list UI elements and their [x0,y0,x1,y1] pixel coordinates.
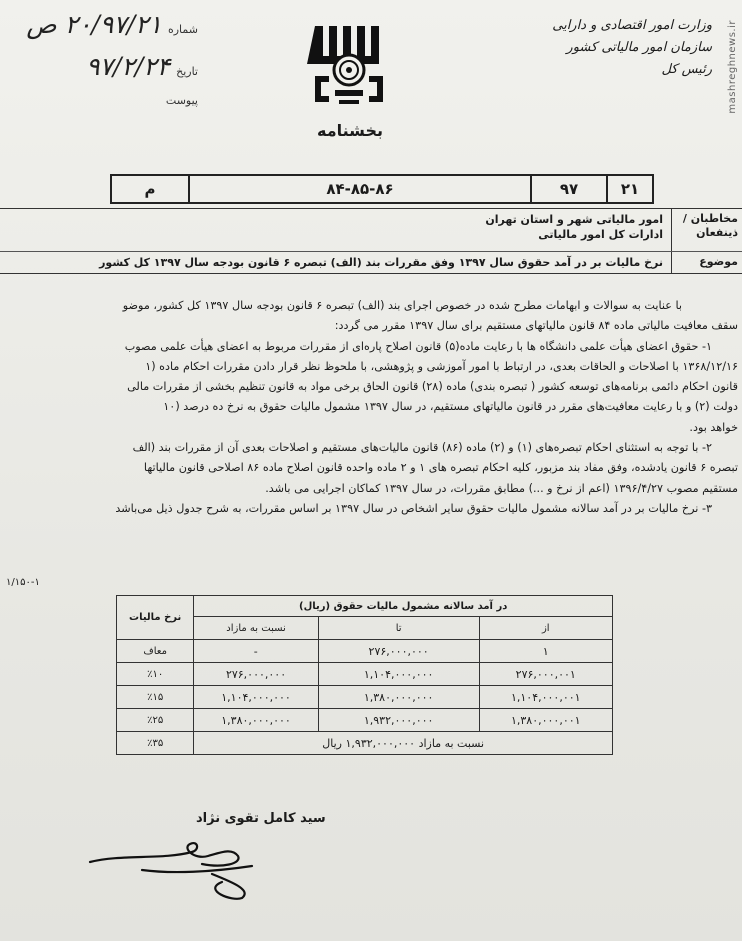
cell-last-bracket: نسبت به مازاد ۱,۹۳۲,۰۰۰,۰۰۰ ریال [194,732,613,755]
watermark: mashreghnews.ir [727,20,738,114]
body-line: تبصره ۶ قانون یادشده، وفق مفاد بند مزبور، کلیه احکام تبصره های ۱ و ۲ ماده واحده قانون اصلاح ماده ۸۶ اصلاحی قانون مالیاتها [143,461,738,475]
cell-excess: ۲۷۶,۰۰۰,۰۰۰ [194,663,318,686]
letter-body [0,296,742,519]
ministry-line: رئیس کل [661,62,712,77]
table-row [117,663,613,686]
body-line: ۳- نرخ مالیات بر در آمد سالانه مشمول مالیات حقوق سایر اشخاص در سال ۱۳۹۷ بر اساس مقررات، به شرح جدول ذیل می‌باشد [115,501,712,515]
cell-excess: ۱,۳۸۰,۰۰۰,۰۰۰ [194,709,318,732]
number-bar-cell: ۲۱ [606,176,652,202]
recipients-value [0,209,671,251]
body-line: خواهد بود. [689,420,738,434]
table-row [117,686,613,709]
cell-from: ۱ [479,640,612,663]
cell-from: ۲۷۶,۰۰۰,۰۰۱ [479,663,612,686]
body-line: سقف معافیت مالیاتی ماده ۸۴ قانون مالیاتهای مستقیم برای سال ۱۳۹۷ مقرر می گردد: [334,319,738,333]
table-row [117,640,613,663]
subject-label: موضوع [671,252,742,273]
letter-attachment [8,94,198,107]
cell-rate: ٪۲۵ [117,709,194,732]
date-label: تاریخ [176,65,198,78]
ministry-header [532,15,712,81]
body-line: قانون احکام دائمی برنامه‌های توسعه کشور ( تبصره بندی) ماده (۲۸) قانون الحاق برخی مواد به قانون تنظیم بخشی از مقررات مالی [127,380,738,394]
number-bar-cell: م [144,180,156,198]
body-line: دولت (۲) و با رعایت معافیت‌های مقرر در قانون مالیاتهای مستقیم، در سال ۱۳۹۷ مشمول مالیات حقوق به نرخ ده درصد (۱۰ [163,400,738,414]
cell-rate: ٪۳۵ [117,732,194,755]
recipients-row [0,209,742,252]
recipients-label: مخاطبان / ذینفعان [671,209,742,251]
subheader-to: تا [318,617,479,640]
number-bar-cell: ۹۷ [530,176,606,202]
subheader-from: از [479,617,612,640]
document-title: بخشنامه [317,121,383,140]
letter-number [8,10,198,39]
header-rate: نرخ مالیات [117,596,194,640]
tax-organization-logo [305,16,393,108]
cell-to: ۲۷۶,۰۰۰,۰۰۰ [318,640,479,663]
ministry-line: سازمان امور مالیاتی کشور [566,40,712,55]
ministry-line: وزارت امور اقتصادی و دارایی [552,18,712,33]
cell-from: ۱,۱۰۴,۰۰۰,۰۰۱ [479,686,612,709]
body-line: ۲- با توجه به استثنای احکام تبصره‌های (۱) و (۲) ماده (۸۶) قانون مالیات‌های مستقیم و اصلاحات بعدی آن از مقررات بند (الف [132,441,712,455]
body-line: مستقیم مصوب ۱۳۹۶/۴/۲۷ (اعم از نرخ و ...) مطابق مقررات، در سال ۱۳۹۷ کماکان اجرایی می باشد. [265,481,738,495]
cell-to: ۱,۱۰۴,۰۰۰,۰۰۰ [318,663,479,686]
number-label: شماره [167,23,198,36]
cell-from: ۱,۳۸۰,۰۰۰,۰۰۱ [479,709,612,732]
cell-excess: - [194,640,318,663]
subheader-excess: نسبت به مازاد [194,617,318,640]
date-value: ۹۷/۲/۲۴ [86,52,171,81]
recipient-line: امور مالیاتی شهر و استان تهران [485,213,663,226]
letter-date [8,52,198,81]
attachment-label: پیوست [165,94,198,107]
signature [82,830,282,905]
number-value: ۲۰/۹۷/۲۱ ص [26,10,162,39]
table-header-row [117,596,613,617]
cell-to: ۱,۹۳۲,۰۰۰,۰۰۰ [318,709,479,732]
body-line: با عنایت به سوالات و ابهامات مطرح شده در خصوص اجرای بند (الف) تبصره ۶ قانون بودجه سال ۱۳۹۷ کل کشور، موضو [122,299,682,312]
tax-rate-table [116,595,613,755]
address-block [0,208,742,274]
number-bar-cell: ۸۴-۸۵-۸۶ [188,176,530,202]
number-bar [110,174,654,204]
cell-rate: ٪۱۵ [117,686,194,709]
cell-to: ۱,۳۸۰,۰۰۰,۰۰۰ [318,686,479,709]
table-row [117,732,613,755]
reference-code: ۱/۱۵۰-۱ [6,577,40,588]
body-line: ۱۳۶۸/۱۲/۱۶ با اصلاحات و الحاقات بعدی، در ارتباط با امور آموزشی و پژوهشی، با ملحوظ نظر قرار دادن مقررات احکام ماده (۱ [145,359,738,373]
body-line: ۱- حقوق اعضای هیأت علمی دانشگاه ها با رعایت ماده(۵) قانون اصلاح پاره‌ای از مقررات مربوط به اعضای هیأت علمی مصوب [124,339,712,353]
table-row [117,709,613,732]
cell-rate: ٪۱۰ [117,663,194,686]
recipient-line: ادارات کل امور مالیاتی [538,228,663,241]
subject-row [0,252,742,273]
cell-rate: معاف [117,640,194,663]
subject-value: نرخ مالیات بر در آمد حقوق سال ۱۳۹۷ وفق مقررات بند (الف) تبصره ۶ قانون بودجه سال ۱۳۹۷ کل کشور [99,256,663,269]
cell-excess: ۱,۱۰۴,۰۰۰,۰۰۰ [194,686,318,709]
signer-name: سید کامل تقوی نژاد [196,811,326,826]
header-income: در آمد سالانه مشمول مالیات حقوق (ریال) [194,596,613,617]
